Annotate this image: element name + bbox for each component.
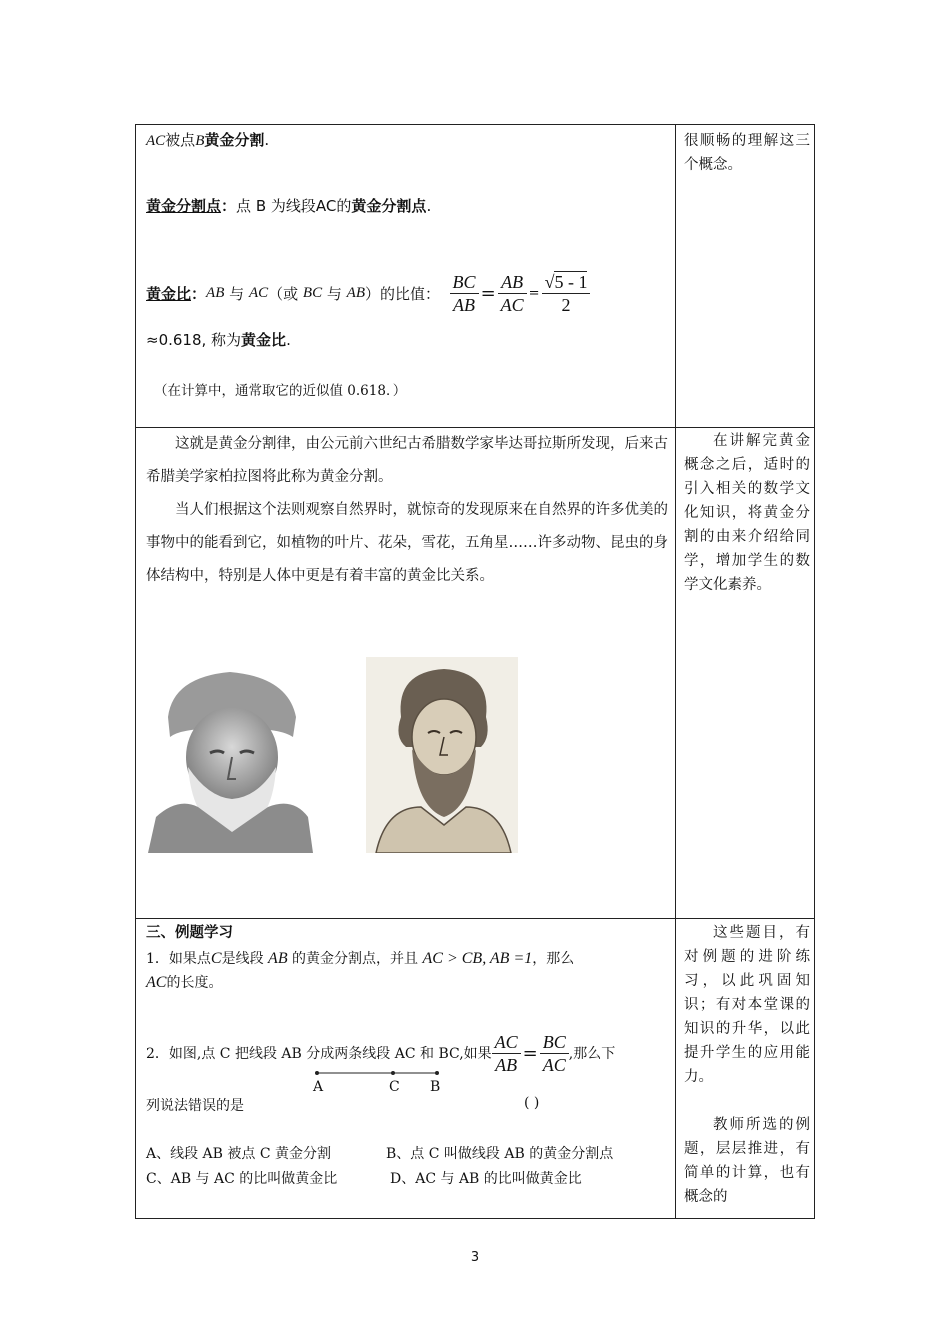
segment-line-icon	[313, 1068, 441, 1082]
term-ab: AB	[346, 284, 365, 301]
engraving-icon	[366, 657, 518, 853]
text: 与	[326, 284, 342, 303]
text: ：	[191, 284, 207, 303]
question-2-continued: 列说法错误的是	[146, 1098, 244, 1114]
text: ，那么	[532, 951, 575, 967]
numerator: AC	[492, 1031, 521, 1054]
bold-term: 黄金比	[241, 331, 287, 349]
term-ac: AC	[146, 133, 166, 149]
denominator: AC	[500, 294, 524, 315]
definition-label: 黄金分割点	[146, 197, 222, 215]
approx-line	[146, 329, 291, 350]
denominator: 2	[561, 294, 571, 315]
equals-sign: =	[480, 282, 496, 304]
option-c: C、AB 与 AC 的比叫做黄金比	[146, 1171, 338, 1187]
approx-note: （在计算中，通常取它的近似值 0.618．）	[154, 383, 407, 399]
comment-text: 教师所选的例题，层层推进，有简单的计算，也有概念的	[684, 1117, 810, 1205]
text: （或	[268, 284, 299, 303]
bold-term: 黄金分割	[204, 131, 265, 149]
golden-point-definition	[146, 195, 431, 216]
denominator: AC	[542, 1054, 566, 1075]
fraction-sqrt5	[542, 271, 591, 316]
term-ab: AB	[206, 284, 225, 301]
term-ab: AB	[268, 950, 288, 967]
comment-text: 这些题目，有对例题的进阶练习，以此巩固知识；有对本堂课的知识的升华，以此提升学生的应用能力。	[684, 925, 810, 1085]
equals-sign: =	[522, 1042, 538, 1064]
sqrt-icon: √	[544, 271, 555, 292]
point-label-b: B	[430, 1079, 441, 1095]
text: .	[264, 131, 270, 149]
comment-text: 很顺畅的理解这三个概念。	[684, 133, 810, 173]
text: .	[426, 197, 432, 215]
text: ：	[221, 197, 237, 215]
option-d: D、AC 与 AB 的比叫做黄金比	[390, 1171, 582, 1187]
pythagoras-bust-image	[148, 657, 313, 853]
text: ≈0.618, 称为	[146, 331, 242, 349]
equals-sign: =	[528, 285, 540, 301]
text: 与	[229, 284, 245, 303]
golden-ratio-definition	[146, 265, 590, 321]
text: 是线段	[221, 951, 264, 967]
term-ac: AC	[315, 197, 337, 215]
term-c: C	[210, 950, 222, 967]
fraction-bc-ab	[450, 271, 479, 316]
text: ）的比值：	[364, 284, 440, 303]
text: 的黄金分割点，并且	[292, 951, 419, 967]
row1-side-comment	[684, 129, 810, 177]
text: 为线段	[270, 197, 316, 215]
term-bc: BC	[302, 284, 323, 301]
question-1	[146, 947, 574, 995]
denominator: AB	[453, 294, 476, 315]
row3-side-comment	[684, 921, 810, 1209]
term-b: B	[195, 133, 205, 149]
term-b: B	[255, 197, 267, 215]
bust-icon	[148, 657, 313, 853]
radicand: 5 - 1	[554, 271, 588, 292]
row2-side-comment	[684, 429, 810, 597]
option-b: B、点 C 叫做线段 AB 的黄金分割点	[386, 1146, 614, 1162]
bold-term: 黄金分割点	[351, 197, 427, 215]
answer-blank: ( )	[524, 1095, 540, 1111]
text: 的	[336, 197, 352, 215]
term-ac: AC	[248, 284, 269, 301]
text: 的长度。	[166, 975, 223, 991]
row-divider-2	[136, 918, 814, 919]
condition: AC > CB, AB =1	[422, 950, 533, 967]
text: 点	[236, 197, 252, 215]
option-a: A、线段 AB 被点 C 黄金分割	[146, 1146, 332, 1162]
segment-diagram	[313, 1067, 441, 1097]
fraction-ac-ab	[492, 1031, 521, 1076]
comment-text: 在讲解完黄金概念之后，适时的引入相关的数学文化知识，将黄金分割的由来介绍给同学，增加学生的数学文化素养。	[684, 433, 810, 593]
nature-paragraph: 当人们根据这个法则观察自然界时，就惊奇的发现原来在自然界的许多优美的事物中的能看到它，如植物的叶片、花朵，雪花，五角星……许多动物、昆虫的身体结构中，特别是人体中更是有着丰富的黄金比关系。	[146, 502, 668, 584]
plato-engraving-image	[366, 657, 518, 853]
numerator	[542, 271, 591, 294]
text: ,那么下	[568, 1046, 616, 1062]
definition-label: 黄金比	[146, 284, 192, 303]
numerator: AB	[498, 271, 527, 294]
lesson-table	[135, 124, 815, 1219]
history-paragraph: 这就是黄金分割律，由公元前六世纪古希腊数学家毕达哥拉斯所发现，后来古希腊美学家柏拉图将此称为黄金分割。	[146, 436, 668, 485]
text: 被点	[165, 131, 196, 149]
text: .	[286, 331, 291, 349]
text: 2．如图,点 C 把线段 AB 分成两条线段 AC 和 BC,如果	[146, 1046, 492, 1062]
fraction-bc-ac	[540, 1031, 569, 1076]
golden-section-line	[146, 129, 269, 150]
column-divider	[675, 125, 676, 1218]
section-heading: 三、例题学习	[146, 924, 233, 941]
text: 1．如果点	[146, 951, 211, 967]
numerator: BC	[450, 271, 479, 294]
term-ac: AC	[146, 974, 167, 991]
numerator: BC	[540, 1031, 569, 1054]
fraction-ab-ac	[498, 271, 527, 316]
point-label-c: C	[389, 1079, 400, 1095]
point-label-a: A	[313, 1079, 324, 1095]
denominator: AB	[495, 1054, 518, 1075]
page-number: 3	[470, 1250, 480, 1265]
